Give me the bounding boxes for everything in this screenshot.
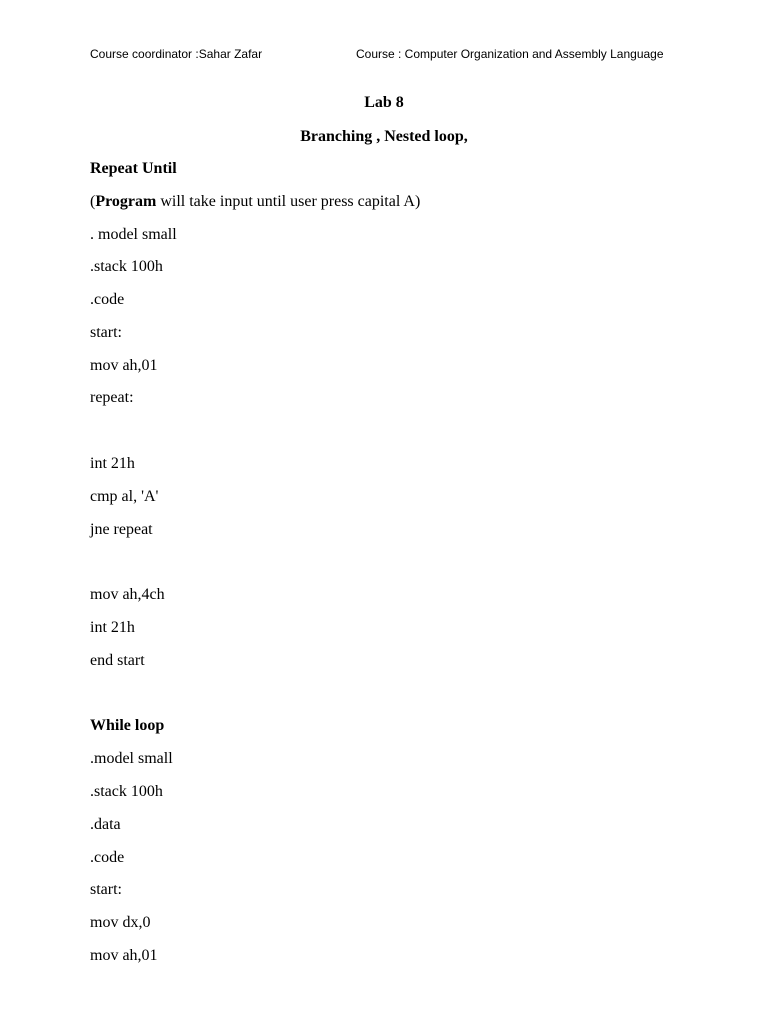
code-line: mov dx,0 — [90, 914, 151, 931]
code-line: start: — [90, 881, 122, 898]
code-line: jne repeat — [90, 521, 153, 538]
code-line: repeat: — [90, 389, 134, 406]
code-line: int 21h — [90, 455, 135, 472]
code-line: .model small — [90, 750, 173, 767]
code-line: end start — [90, 652, 145, 669]
code-line: int 21h — [90, 619, 135, 636]
course-name: Course : Computer Organization and Assembly Language — [356, 47, 664, 61]
code-line: .code — [90, 849, 125, 866]
code-line: start: — [90, 324, 122, 341]
description-text: will take input until user press capital A) — [156, 193, 421, 210]
lab-subtitle: Branching , Nested loop, — [300, 128, 468, 145]
description-open-paren: ( — [90, 193, 96, 210]
section-heading-while-loop: While loop — [90, 717, 165, 734]
lab-title: Lab 8 — [364, 94, 404, 111]
course-coordinator: Course coordinator :Sahar Zafar — [90, 47, 263, 61]
description-bold-word: Program — [95, 193, 157, 210]
code-line: cmp al, 'A' — [90, 488, 159, 505]
code-line: mov ah,4ch — [90, 586, 165, 603]
code-line: mov ah,01 — [90, 947, 158, 964]
code-line: .stack 100h — [90, 258, 163, 275]
code-line: .data — [90, 816, 121, 833]
repeat-until-description — [90, 193, 420, 211]
code-line: mov ah,01 — [90, 357, 158, 374]
code-line: . model small — [90, 226, 177, 243]
code-line: .code — [90, 291, 125, 308]
code-line: .stack 100h — [90, 783, 163, 800]
section-heading-repeat-until: Repeat Until — [90, 160, 177, 177]
